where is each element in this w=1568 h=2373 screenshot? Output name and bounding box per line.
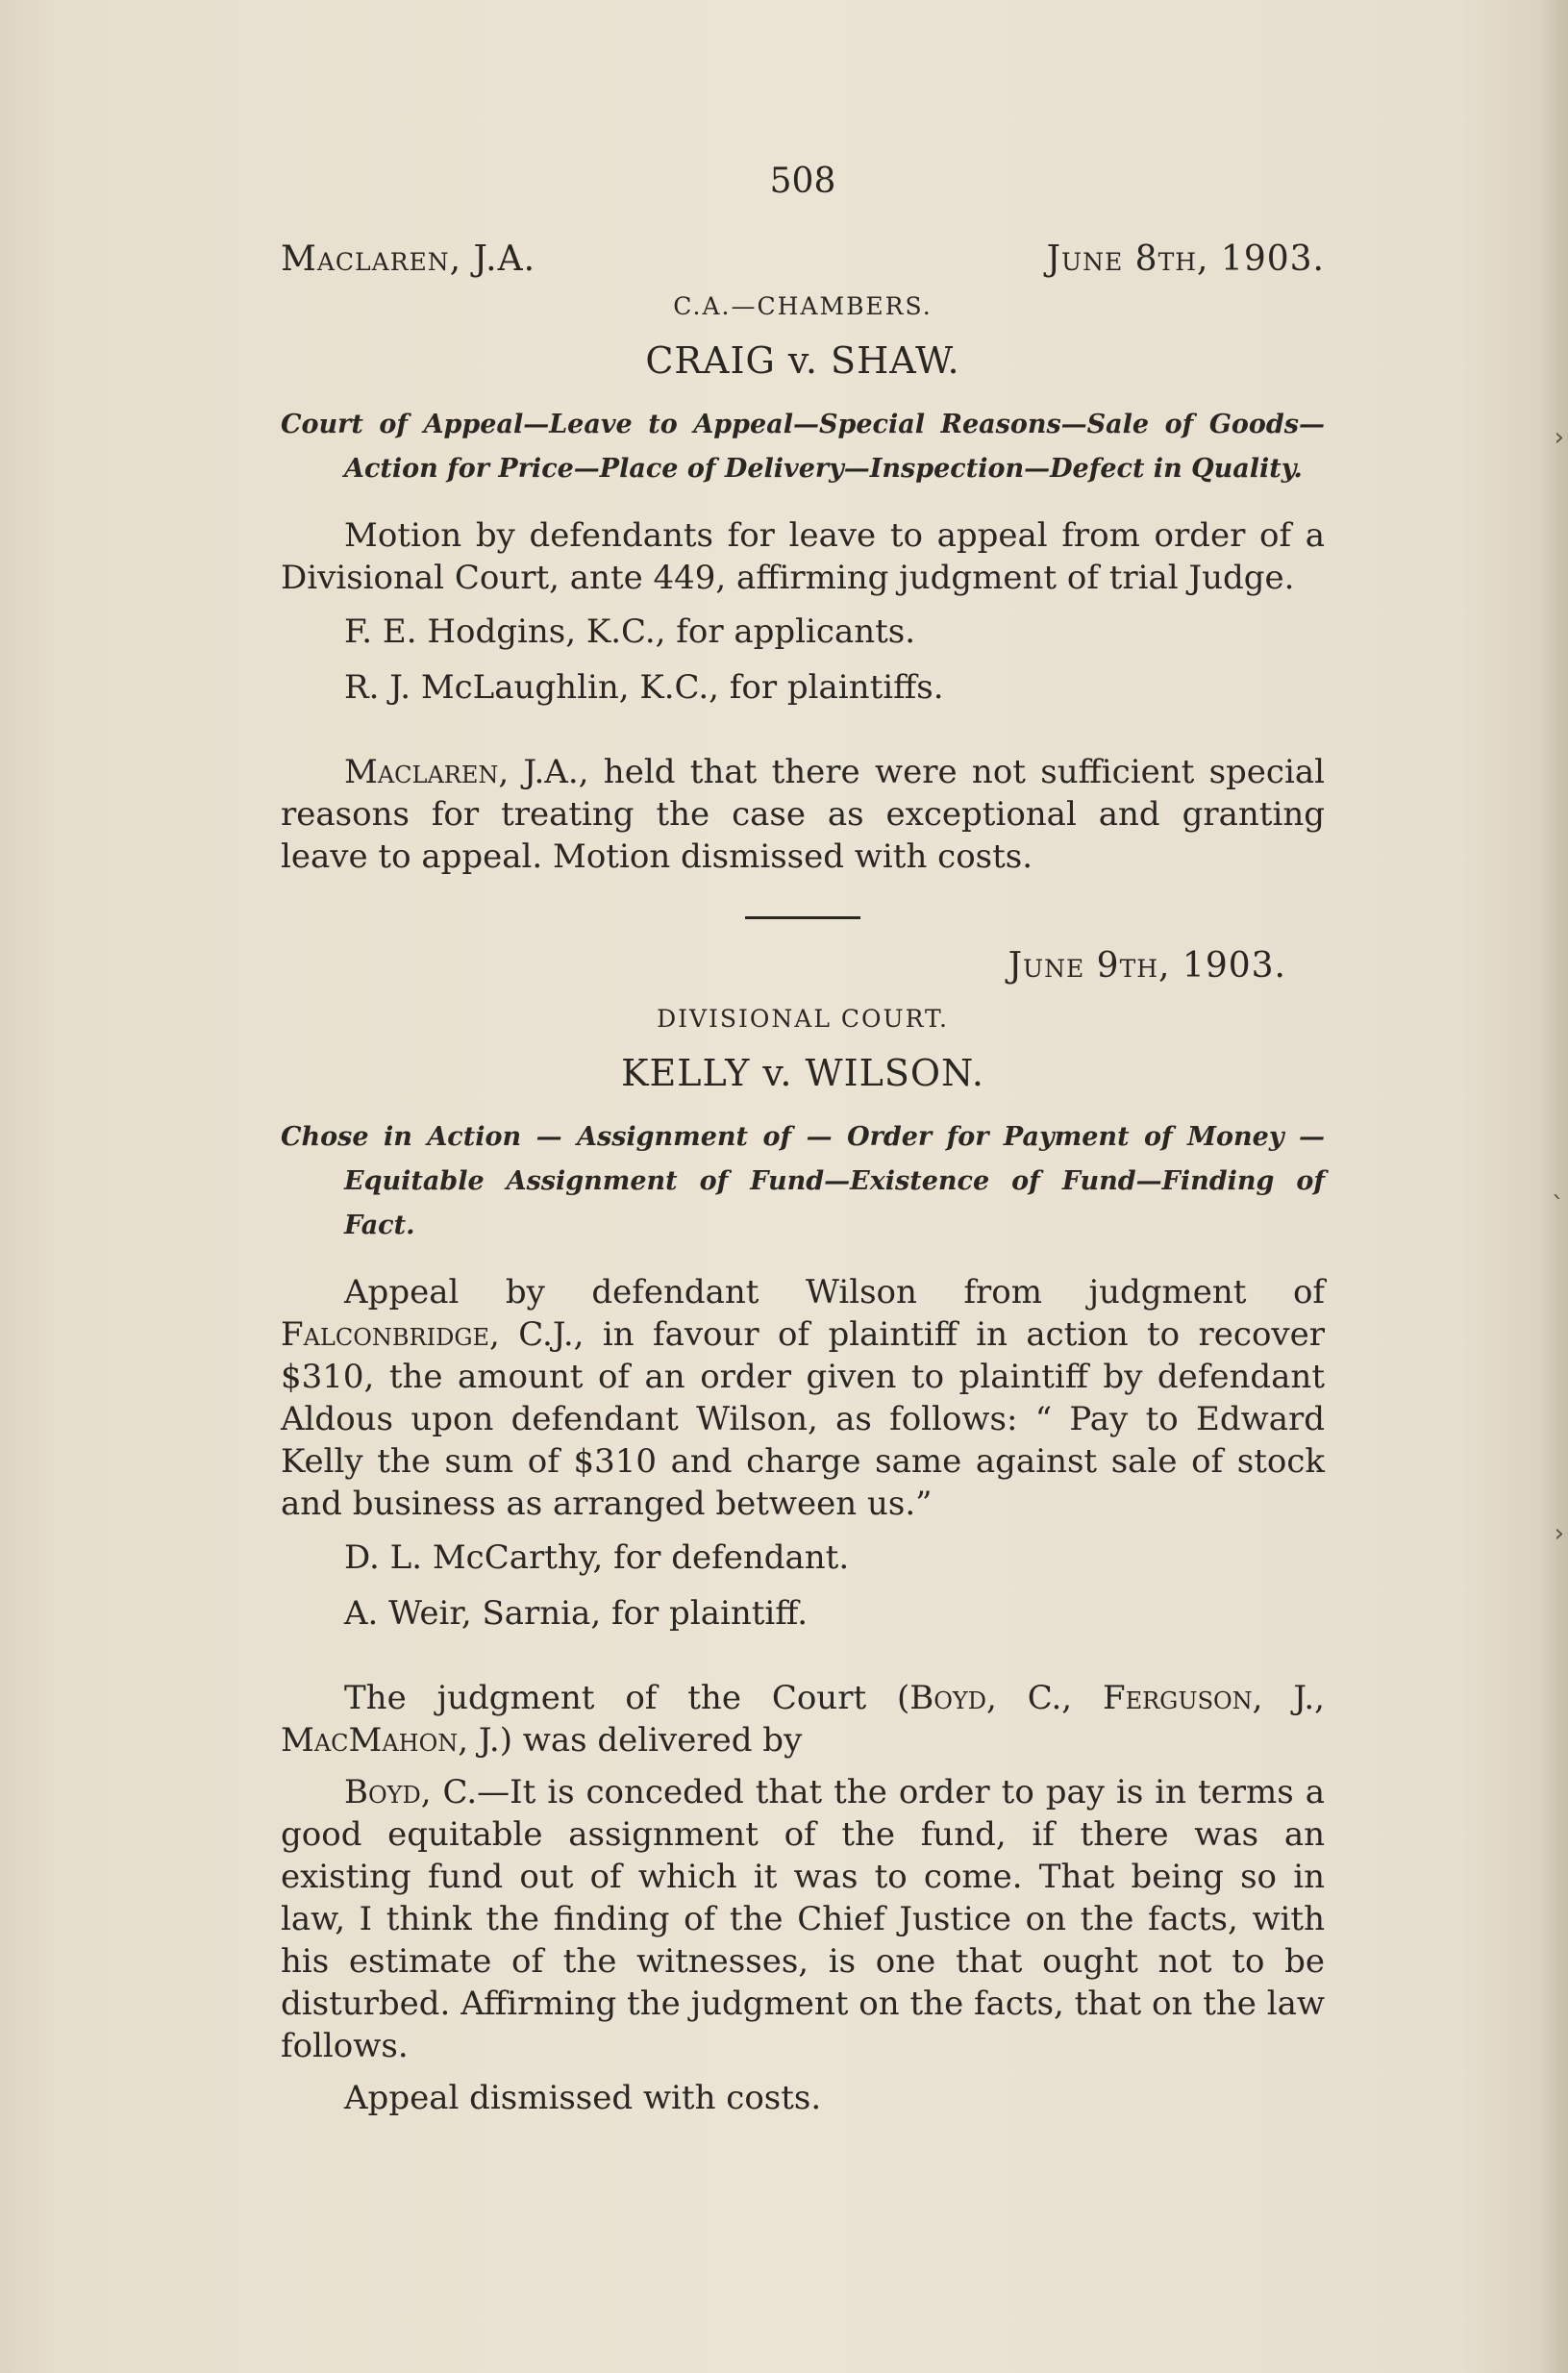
margin-mark: ` bbox=[1552, 1192, 1564, 1221]
case2-counsel-1: D. L. McCarthy, for defendant. bbox=[344, 1538, 850, 1577]
case2-court: DIVISIONAL COURT. bbox=[657, 1005, 949, 1033]
section-divider bbox=[745, 916, 860, 919]
case2-date: June 9th, 1903. bbox=[1008, 946, 1286, 986]
margin-mark: › bbox=[1554, 423, 1564, 452]
margin-mark: › bbox=[1554, 1519, 1564, 1548]
case2-judgment-names: Boyd, C., Ferguson, J., MacMahon, J. bbox=[281, 1679, 1325, 1760]
case1-headnote: Court of Appeal—Leave to Appeal—Special Reasons—Sale of Goods—Action for Price—Place of Delivery—Inspection—Defect in Quality. bbox=[281, 410, 1325, 484]
case2-appeal-pre: Appeal by defendant Wilson from judgment of bbox=[344, 1273, 1325, 1311]
page-number: 508 bbox=[769, 162, 836, 201]
case2-appeal-judge: Falconbridge bbox=[281, 1315, 490, 1354]
case1-holding-judge: Maclaren, J.A. bbox=[344, 753, 579, 791]
case2-appeal-post: , C.J., in favour of plaintiff in action to recover $310, the amount of an order given to plaintiff by defendant Aldous upon defendant Wilson, as follows: “ Pay to Edward Kelly the sum of $310 and charge same against sale of stock and business as arranged between us.” bbox=[281, 1315, 1325, 1523]
case1-date: June 8th, 1903. bbox=[1046, 239, 1325, 279]
case2-judgment-post: ) was delivered by bbox=[499, 1721, 803, 1760]
page-edge bbox=[1541, 0, 1568, 2373]
case1-holding bbox=[281, 751, 1325, 878]
case2-counsel-2: A. Weir, Sarnia, for plaintiff. bbox=[344, 1594, 809, 1633]
case1-holding-text: , held that there were not sufficient special reasons for treating the case as exceptional and granting leave to appeal. Motion dismissed with costs. bbox=[281, 753, 1325, 876]
case1-motion: Motion by defendants for leave to appeal from order of a Divisional Court, ante 449, affirming judgment of trial Judge. bbox=[281, 516, 1325, 597]
case1-header bbox=[281, 239, 1325, 279]
case1-judge: Maclaren, J.A. bbox=[281, 239, 536, 279]
text-column bbox=[281, 162, 1325, 2129]
case1-title: CRAIG v. SHAW. bbox=[645, 339, 960, 382]
case2-title: KELLY v. WILSON. bbox=[621, 1052, 984, 1094]
case2-opinion bbox=[281, 1771, 1325, 2067]
case2-opinion-judge: Boyd, C. bbox=[344, 1773, 478, 1811]
case2-headnote: Chose in Action — Assignment of — Order for Payment of Money — Equitable Assignment of Fund—Existence of Fund—Finding of Fact. bbox=[281, 1122, 1325, 1240]
case2-judgment-pre: The judgment of the Court ( bbox=[344, 1679, 910, 1717]
case2-appeal bbox=[281, 1271, 1325, 1525]
case1-counsel-2: R. J. McLaughlin, K.C., for plaintiffs. bbox=[344, 668, 944, 707]
case1-counsel-1: F. E. Hodgins, K.C., for applicants. bbox=[344, 612, 916, 651]
case2-opinion-text: —It is conceded that the order to pay is in terms a good equitable assignment of the fund, if there was an existing fund out of which it was to come. That being so in law, I think the finding of the Chief Justice on the facts, with his estimate of the witnesses, is one that ought not to be disturbed. Affirming the judgment on the facts, that on the law follows. bbox=[281, 1773, 1325, 2065]
case2-disposition: Appeal dismissed with costs. bbox=[344, 2079, 822, 2117]
case2-judgment-intro bbox=[281, 1677, 1325, 1761]
case1-court: C.A.—CHAMBERS. bbox=[673, 292, 933, 320]
